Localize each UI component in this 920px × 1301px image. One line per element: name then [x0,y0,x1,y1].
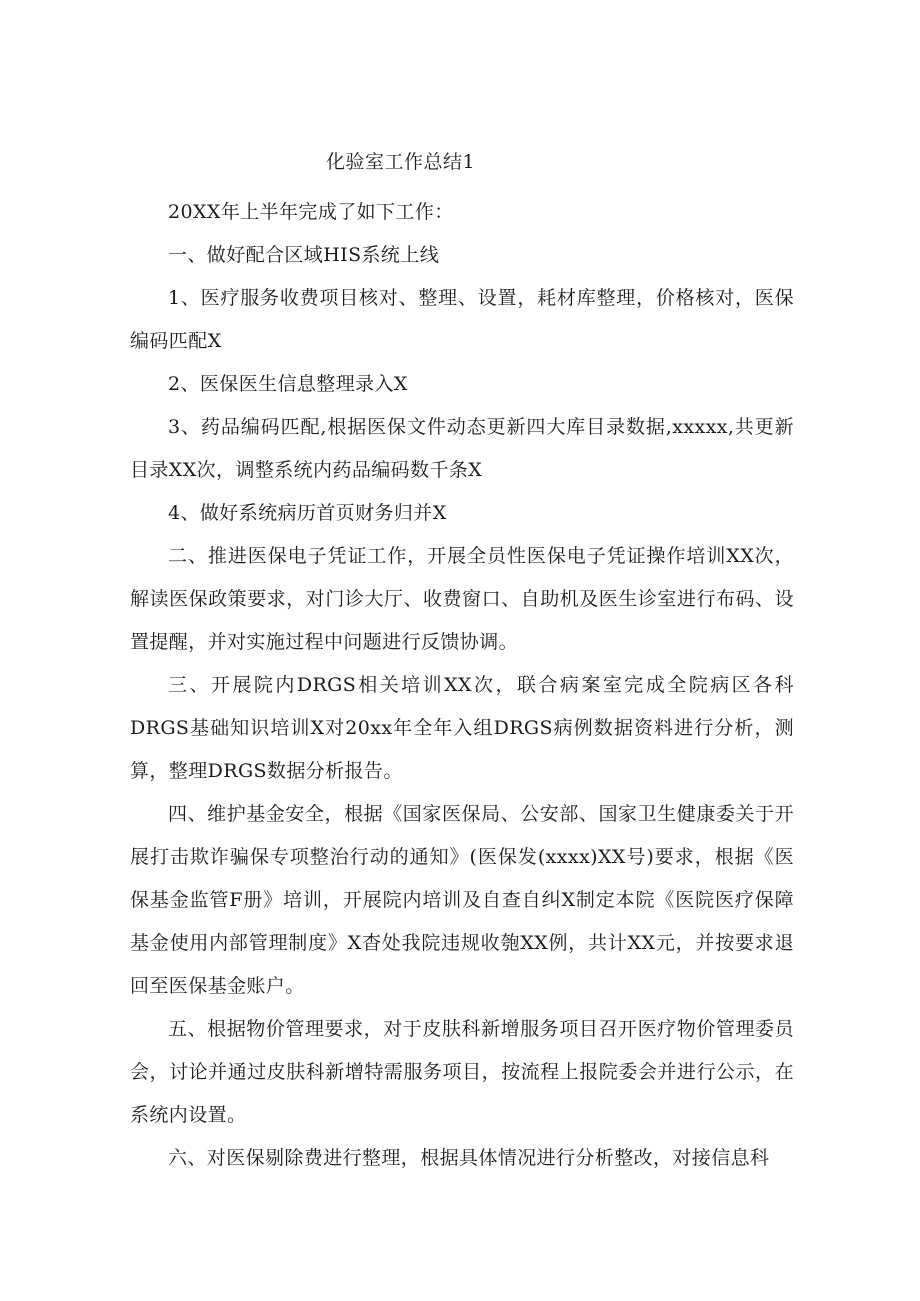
paragraph-item-3: 3、药品编码匹配,根据医保文件动态更新四大库目录数据,xxxxx,共更新目录XX次，调整系统内药品编码数千条X [130,416,794,481]
document-body [130,191,794,1180]
paragraph-section-3: 三、开展院内DRGS相关培训XX次，联合病案室完成全院病区各科DRGS基础知识培训X对20xx年全年入组DRGS病例数据资料进行分析，测算，整理DRGS数据分析报告。 [130,674,794,782]
paragraph-item-2: 2、医保医生信息整理录入X [168,373,408,395]
paragraph-section-1-heading: 一、做好配合区域HIS系统上线 [168,244,440,266]
paragraph-item-4: 4、做好系统病历首页财务归并X [168,502,447,524]
paragraph-section-4: 四、维护基金安全，根据《国家医保局、公安部、国家卫生健康委关于开展打击欺诈骗保专项整治行动的通知》(医保发(xxxx)XX号)要求，根据《医保基金监管F册》培训，开展院内培训及自查自纠X制定本院《医院医疗保障基金使用内部管理制度》X杳处我院违规收匏XX例，共计XX元，并按要求退回至医保基金账户。 [130,803,794,997]
paragraph-item-1: 1、医疗服务收费项目核对、整理、设置，耗材库整理，价格核对，医保编码匹配X [130,287,794,352]
paragraph-section-2: 二、推进医保电子凭证工作，开展全员性医保电子凭证操作培训XX次，解读医保政策要求，对门诊大厅、收费窗口、自助机及医生诊室进行布码、设置提醒，并对实施过程中问题进行反馈协调。 [130,545,794,653]
document-title: 化验室工作总结1 [326,151,476,173]
paragraph-section-6: 六、对医保剔除费进行整理，根据具体情况进行分析整改，对接信息科 [168,1147,770,1169]
paragraph-section-5: 五、根据物价管理要求，对于皮肤科新增服务项目召开医疗物价管理委员会，讨论并通过皮肤科新增特需服务项目，按流程上报院委会并进行公示，在系统内设置。 [130,1018,794,1126]
paragraph-intro: 20XX年上半年完成了如下工作： [168,201,454,223]
